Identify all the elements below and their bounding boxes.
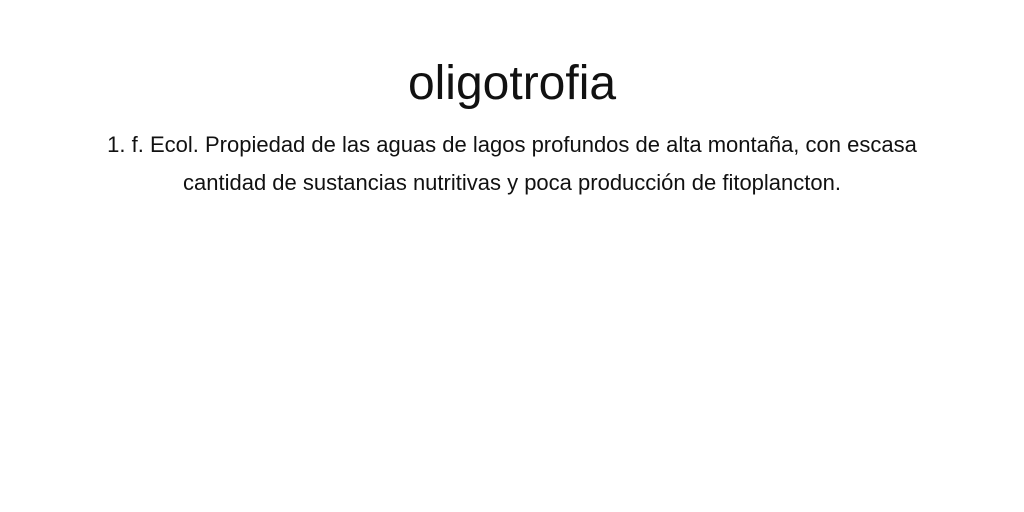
dictionary-entry xyxy=(0,0,1024,202)
definition-text: 1. f. Ecol. Propiedad de las aguas de lagos profundos de alta montaña, con escasa cantidad de sustancias nutritivas y poca producción de fitoplancton. xyxy=(107,132,917,195)
headword-title: oligotrofia xyxy=(407,57,617,110)
